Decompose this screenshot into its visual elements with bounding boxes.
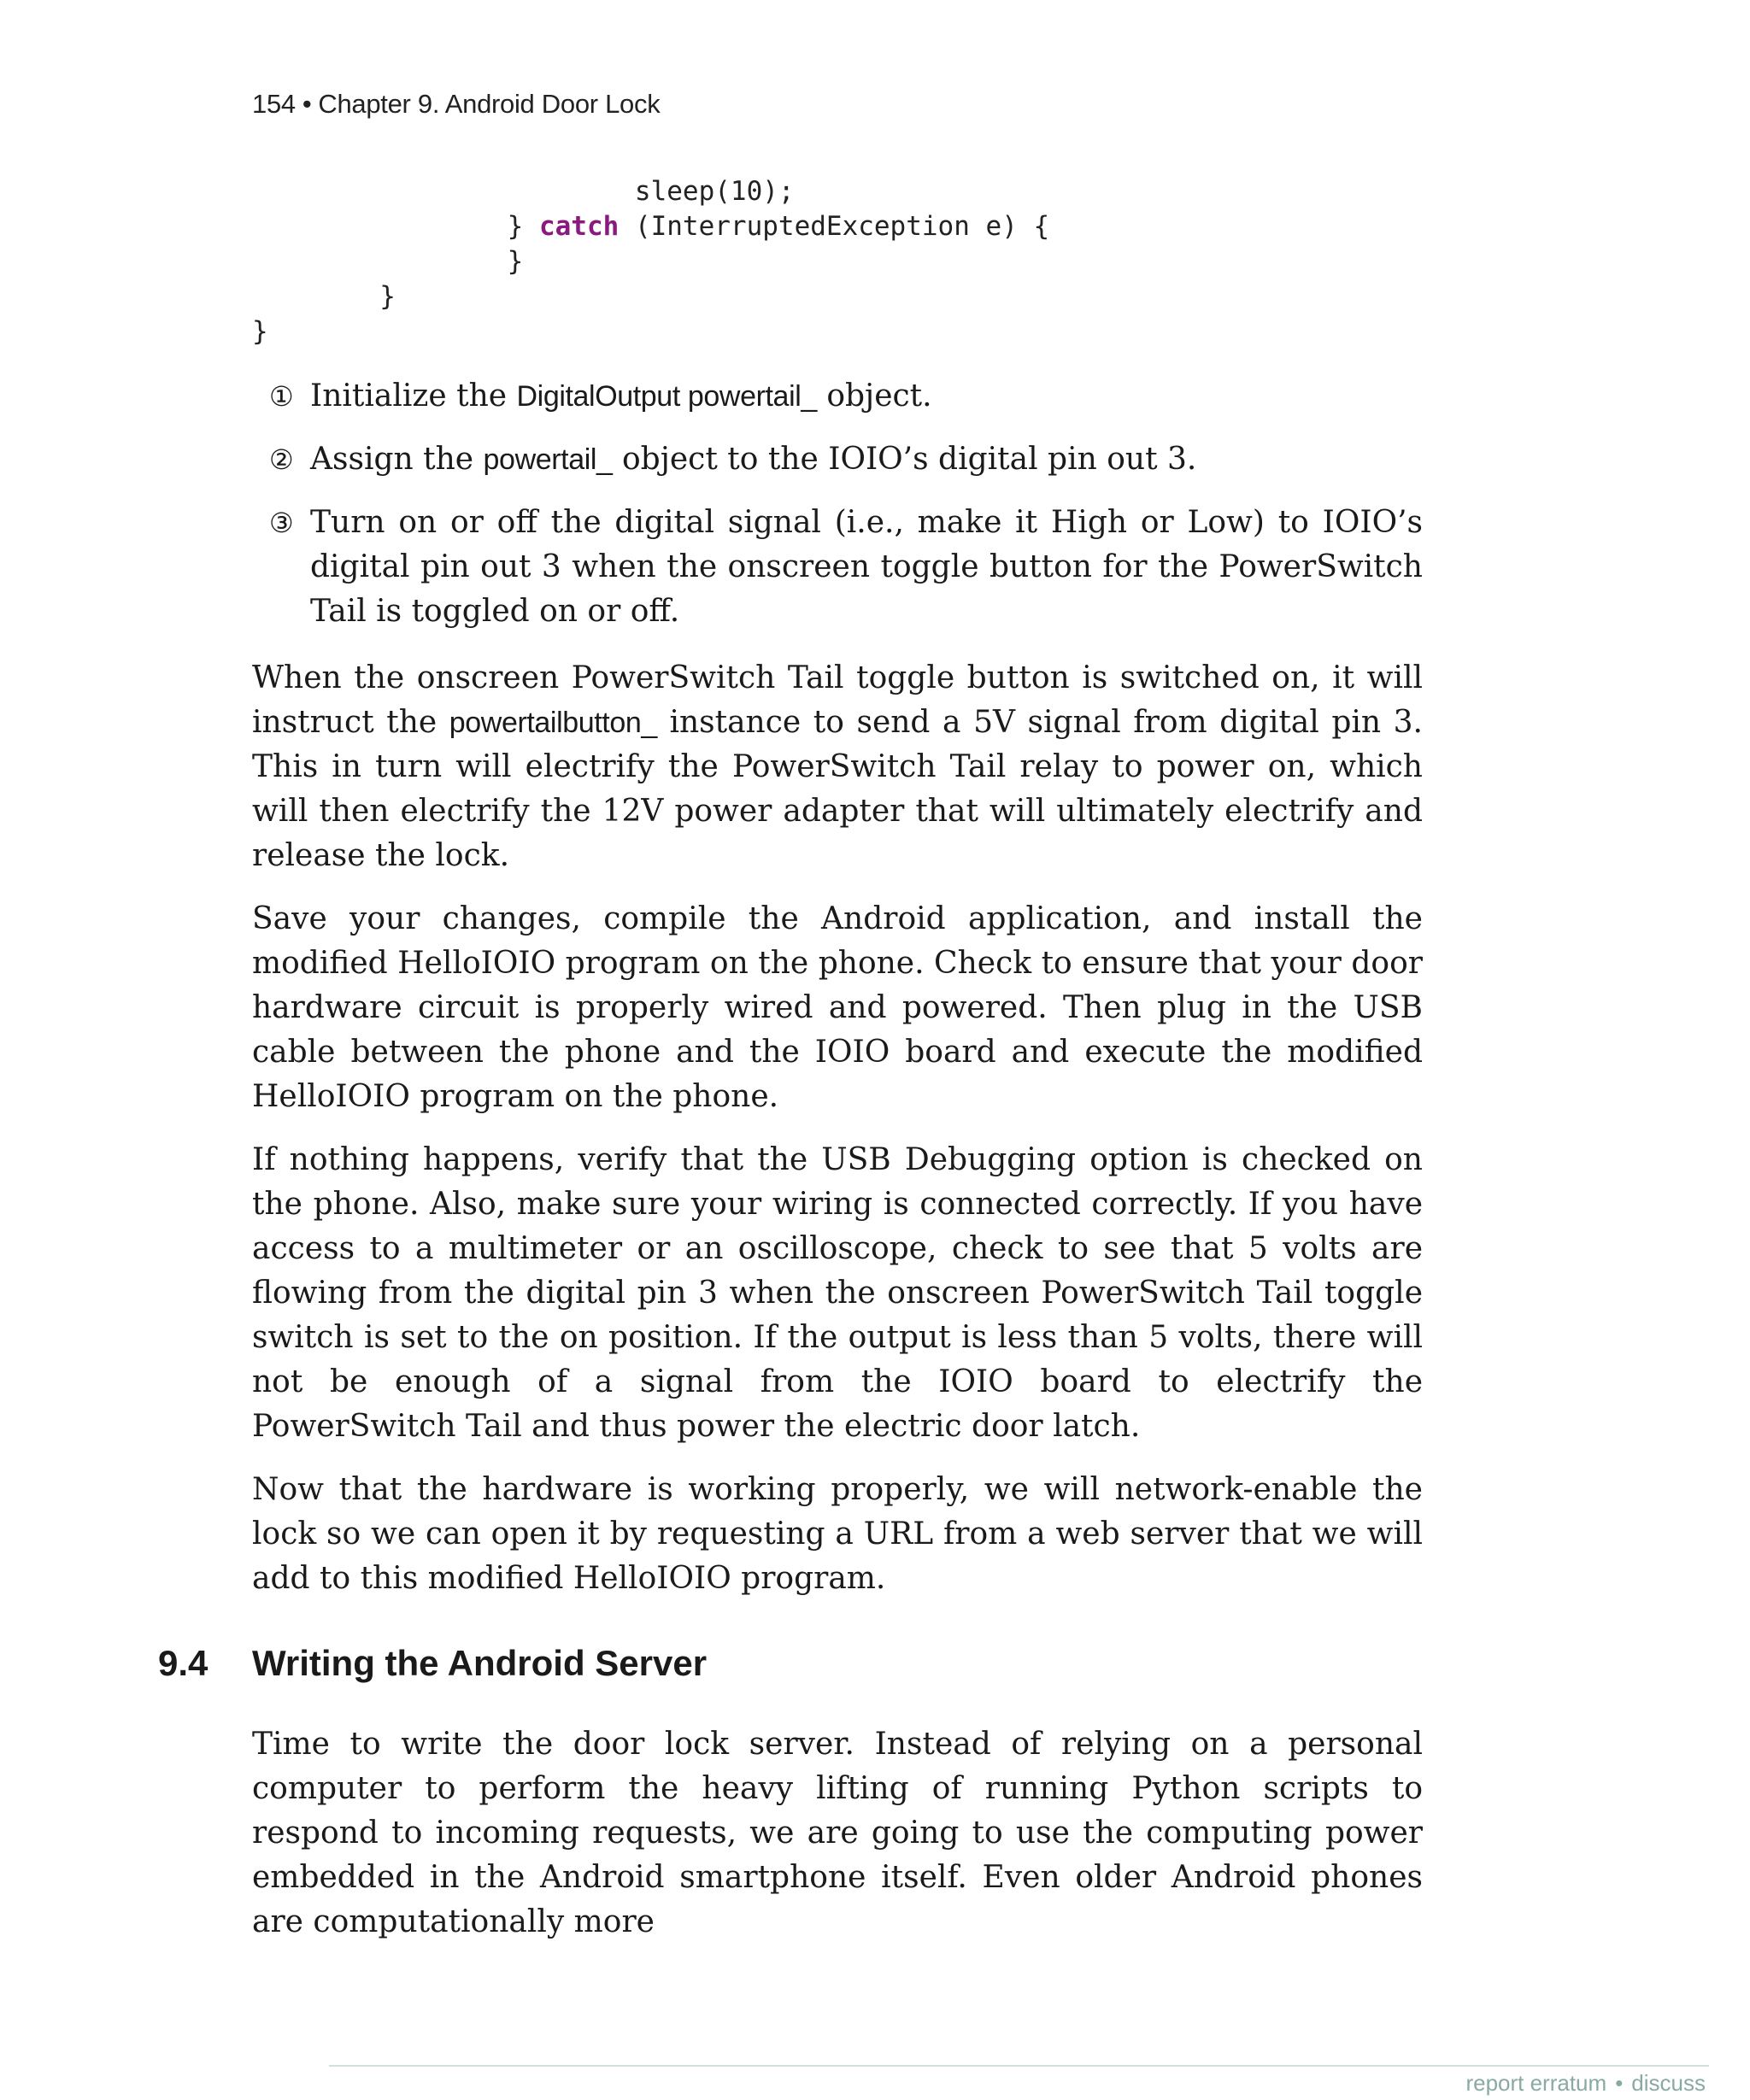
inline-code: DigitalOutput powertail_ xyxy=(516,380,817,413)
footer-divider xyxy=(329,2065,1709,2067)
section-heading xyxy=(158,1643,707,1684)
callout-text: Initialize the xyxy=(310,378,517,414)
callout-item xyxy=(269,437,1423,482)
paragraph-text: When the onscreen PowerSwitch Tail toggle button is switched on, it will instruct the xyxy=(252,660,1423,740)
paragraph: Time to write the door lock server. Instead of relying on a personal computer to perform the heavy lifting of running Python scripts to respond to incoming requests, we are going to use the computing power embedded in the Android smartphone itself. Even older Android phones are computationally more xyxy=(252,1727,1423,1939)
code-keyword: catch xyxy=(538,211,620,242)
paragraph: If nothing happens, verify that the USB Debugging option is checked on the phone. Also, make sure your wiring is connected correctly. If you have access to a multimeter or an oscilloscope, check to see that 5 volts are flowing from the digital pin 3 when the onscreen PowerSwitch Tail toggle switch is set to the on position. If the output is less than 5 volts, there will not be enough of a signal from the IOIO board to electrify the PowerSwitch Tail and thus power the electric door latch. xyxy=(252,1142,1423,1444)
code-listing xyxy=(252,174,1049,349)
callout-number: ① xyxy=(269,380,294,413)
callout-number: ③ xyxy=(269,507,294,539)
callout-text: object. xyxy=(816,378,932,414)
code-line: } xyxy=(252,316,268,347)
paragraph xyxy=(252,656,1423,878)
paragraph-text: instance to send a 5V signal from digital pin 3. This in turn will electrify the PowerSwitch Tail relay to power on, which will then electrify the 12V power adapter that will ultimately electrify and release the lock. xyxy=(252,705,1423,873)
page-number: 154 xyxy=(252,89,296,119)
section-number: 9.4 xyxy=(158,1643,208,1683)
header-bullet: • xyxy=(302,89,312,119)
callout-item xyxy=(269,374,1423,419)
footer-bullet: • xyxy=(1615,2070,1624,2096)
body-text-section xyxy=(252,1722,1423,1963)
paragraph: Now that the hardware is working properly, we will network-enable the lock so we can open it by requesting a URL from a web server that we will add to this modified HelloIOIO program. xyxy=(252,1472,1423,1596)
callout-text: object to the IOIO’s digital pin out 3. xyxy=(612,442,1197,477)
section-title: Writing the Android Server xyxy=(252,1643,708,1683)
chapter-title: Chapter 9. Android Door Lock xyxy=(318,89,661,119)
callout-item xyxy=(269,501,1423,634)
code-line: } xyxy=(252,211,539,242)
callout-number: ② xyxy=(269,443,294,476)
inline-code: powertailbutton_ xyxy=(449,707,657,739)
paragraph: Save your changes, compile the Android application, and install the modified HelloIOIO program on the phone. Check to ensure that your door hardware circuit is properly wired and powered. Then plug in the USB cable between the phone and the IOIO board and execute the modified HelloIOIO program on the phone. xyxy=(252,901,1423,1114)
report-erratum-link[interactable]: report erratum xyxy=(1465,2070,1607,2096)
code-callouts xyxy=(269,374,1423,653)
callout-text: Turn on or off the digital signal (i.e., make it High or Low) to IOIO’s digital pin out 3 when the onscreen toggle button for the PowerSwitch Tail is toggled on or off. xyxy=(310,505,1423,629)
code-line: (InterruptedException e) { xyxy=(619,211,1050,242)
footer xyxy=(1465,2070,1706,2097)
inline-code: powertail_ xyxy=(483,443,613,476)
code-line: } xyxy=(252,246,524,277)
running-head xyxy=(252,89,660,120)
code-line: } xyxy=(252,281,396,312)
discuss-link[interactable]: discuss xyxy=(1631,2070,1706,2096)
body-text xyxy=(252,656,1423,1620)
code-line: sleep(10); xyxy=(252,176,795,207)
callout-text: Assign the xyxy=(310,442,484,477)
